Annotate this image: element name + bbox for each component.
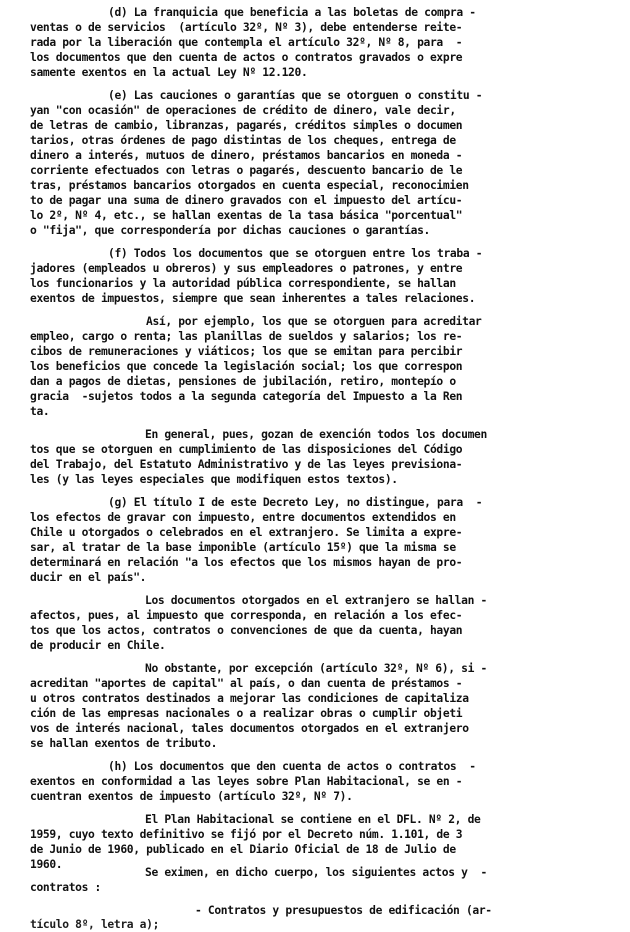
text-line: o "fija", que correspondería por dichas cauciones o garantías. (30, 224, 430, 237)
text-line: del Trabajo, del Estatuto Administrativo y de las leyes previsiona- (30, 458, 463, 471)
text-line: ción de las empresas nacionales o a realizar obras o cumplir objeti (30, 707, 463, 720)
text-line: exentos de impuestos, siempre que sean inherentes a tales relaciones. (30, 292, 476, 305)
text-line: tras, préstamos bancarios otorgados en cuenta especial, reconocimien (30, 179, 469, 192)
text-line: contratos : (30, 881, 101, 894)
text-line: ventas o de servicios (artículo 32º, Nº 3), debe entenderse reite- (30, 21, 463, 34)
text-line: No obstante, por excepción (artículo 32º, Nº 6), si - (145, 662, 487, 675)
text-line: los efectos de gravar con impuesto, entre documentos extendidos en (30, 511, 456, 524)
text-line: Chile u otorgados o celebrados en el extranjero. Se limita a expre- (30, 526, 463, 539)
text-line: les (y las leyes especiales que modifiquen estos textos). (30, 473, 398, 486)
text-line: los documentos que den cuenta de actos o contratos gravados o expre (30, 51, 463, 64)
text-line: determinará en relación "a los efectos que los mismos hayan de pro- (30, 556, 463, 569)
text-line: to de pagar una suma de dinero gravados con el impuesto del artícu- (30, 194, 463, 207)
text-line: (g) El título I de este Decreto Ley, no distingue, para - (108, 496, 483, 509)
text-line: tarios, otras órdenes de pago distintas de los cheques, entrega de (30, 134, 456, 147)
text-line: tículo 8º, letra a); (30, 918, 160, 931)
text-line: cuentran exentos de impuesto (artículo 32º, Nº 7). (30, 790, 353, 803)
text-line: yan "con ocasión" de operaciones de crédito de dinero, vale decir, (30, 104, 456, 117)
text-line: de letras de cambio, libranzas, pagarés, créditos simples o documen (30, 119, 463, 132)
text-line: En general, pues, gozan de exención todos los documen (145, 428, 487, 441)
text-line: lo 2º, Nº 4, etc., se hallan exentas de la tasa básica "porcentual" (30, 209, 463, 222)
text-line: u otros contratos destinados a mejorar las condiciones de capitaliza (30, 692, 469, 705)
text-line: exentos en conformidad a las leyes sobre Plan Habitacional, se en - (30, 775, 463, 788)
text-line: dan a pagos de dietas, pensiones de jubilación, retiro, montepío o (30, 375, 456, 388)
text-line: samente exentos en la actual Ley Nº 12.120. (30, 66, 308, 79)
text-line: ta. (30, 405, 50, 418)
text-line: sar, al tratar de la base imponible (artículo 15º) que la misma se (30, 541, 456, 554)
text-line: acreditan "aportes de capital" al país, o dan cuenta de préstamos - (30, 677, 463, 690)
text-line: (e) Las cauciones o garantías que se otorguen o constitu - (108, 89, 483, 102)
text-line: (h) Los documentos que den cuenta de actos o contratos - (108, 760, 476, 773)
text-line: - Contratos y presupuestos de edificación (ar- (195, 904, 492, 917)
text-line: Se eximen, en dicho cuerpo, los siguientes actos y - (145, 866, 487, 879)
text-line: ducir en el país". (30, 571, 147, 584)
text-line: dinero a interés, mutuos de dinero, préstamos bancarios en moneda - (30, 149, 463, 162)
text-line: los funcionarios y la autoridad pública correspondiente, se hallan (30, 277, 456, 290)
text-line: afectos, pues, al impuesto que corresponda, en relación a los efec- (30, 609, 463, 622)
text-line: cibos de remuneraciones y viáticos; los que se emitan para percibir (30, 345, 463, 358)
text-line: vos de interés nacional, tales documentos otorgados en el extranjero (30, 722, 469, 735)
text-line: (d) La franquicia que beneficia a las boletas de compra - (108, 6, 476, 19)
text-line: 1959, cuyo texto definitivo se fijó por el Decreto núm. 1.101, de 3 (30, 828, 463, 841)
text-line: Así, por ejemplo, los que se otorguen para acreditar (146, 315, 482, 328)
text-line: los beneficios que concede la legislación social; los que correspon (30, 360, 463, 373)
text-line: Los documentos otorgados en el extranjero se hallan - (145, 594, 487, 607)
text-line: jadores (empleados u obreros) y sus empleadores o patrones, y entre (30, 262, 463, 275)
text-line: (f) Todos los documentos que se otorguen entre los traba - (108, 247, 483, 260)
text-line: corriente efectuados con letras o pagarés, descuento bancario de le (30, 164, 463, 177)
text-line: de producir en Chile. (30, 639, 166, 652)
text-line: gracia -sujetos todos a la segunda categoría del Impuesto a la Ren (30, 390, 463, 403)
text-line: El Plan Habitacional se contiene en el DFL. Nº 2, de (145, 813, 481, 826)
text-line: empleo, cargo o renta; las planillas de sueldos y salarios; los re- (30, 330, 463, 343)
text-line: se hallan exentos de tributo. (30, 737, 218, 750)
text-line: de Junio de 1960, publicado en el Diario Oficial de 18 de Julio de (30, 843, 456, 856)
text-line: rada por la liberación que contempla el artículo 32º, Nº 8, para - (30, 36, 463, 49)
text-line: tos que los actos, contratos o convenciones de que da cuenta, hayan (30, 624, 463, 637)
text-line: 1960. (30, 858, 63, 871)
text-line: tos que se otorguen en cumplimiento de las disposiciones del Código (30, 443, 463, 456)
